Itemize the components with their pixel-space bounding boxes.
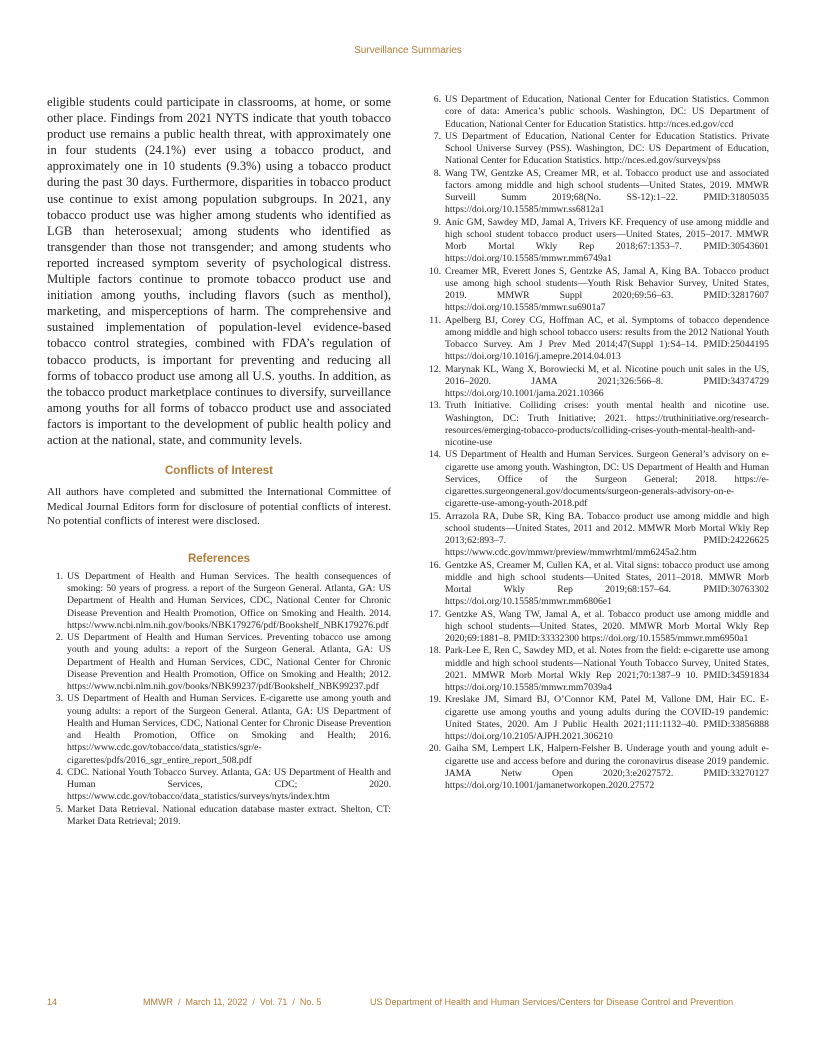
reference-number: 16. bbox=[428, 559, 441, 571]
reference-text: Gaiha SM, Lempert LK, Halpern-Felsher B. Underage youth and young adult e-cigarette use and access before and during the coronavirus disease 2019 pandemic. JAMA Netw Open 2020;3:e2027572. PMID:33270127 https://doi.org/10.1001/jamanetworkopen.2020.27572 bbox=[445, 743, 769, 791]
reference-number: 3. bbox=[55, 693, 63, 705]
reference-text: US Department of Health and Human Services. Preventing tobacco use among youth and young adults: a report of the Surgeon General. Atlanta, GA: US Department of Health and Human Services, CDC, National Center for Chronic Disease Prevention and Health Promotion, Office on Smoking and Health; 2012. https://www.ncbi.nlm.nih.gov/books/NBK99237/pdf/Bookshelf_NBK99237.pdf bbox=[67, 632, 391, 693]
reference-text: Apelberg BJ, Corey CG, Hoffman AC, et al. Symptoms of tobacco dependence among middle and high school tobacco users: results from the 2012 National Youth Tobacco Survey. Am J Prev Med 2014;47(Suppl 1):S4–14. PMID:25044195 https://doi.org/10.1016/j.amepre.2014.04.013 bbox=[445, 314, 769, 363]
reference-number: 6. bbox=[433, 94, 441, 105]
footer-page-number: 14 bbox=[47, 997, 58, 1007]
reference-list-right bbox=[423, 94, 769, 792]
reference-number: 10. bbox=[428, 265, 441, 277]
reference-text: US Department of Health and Human Services. Surgeon General’s advisory on e-cigarette use among youth. Washington, DC: US Department of Health and Human Services, Office of the Surgeon General; 2018. https://e-cigarettes.surgeongeneral.gov/documents/surgeon-generals-advisory-on-e-cigarette-use-among-youth-2018.pdf bbox=[445, 449, 769, 510]
reference-item bbox=[47, 632, 391, 693]
conflicts-heading: Conflicts of Interest bbox=[165, 465, 273, 478]
reference-number: 15. bbox=[428, 510, 441, 522]
page-footer bbox=[0, 997, 816, 1011]
reference-number: 17. bbox=[428, 608, 441, 620]
reference-text: US Department of Health and Human Services. The health consequences of smoking: 50 years of progress. a report of the Surgeon General. Atlanta, GA: US Department of Health and Human Services, CDC, National Center for Chronic Disease Prevention and Health Promotion, Office on Smoking and Health. 2014. https://www.ncbi.nlm.nih.gov/books/NBK179276/pdf/Bookshelf_NBK179276.pdf bbox=[67, 570, 391, 631]
reference-text: Creamer MR, Everett Jones S, Gentzke AS, Jamal A, King BA. Tobacco product use among high school students—Youth Risk Behavior Survey, United States, 2019. MMWR Suppl 2020;69:56–63. PMID:32817607 https://doi.org/10.15585/mmwr.su6901a7 bbox=[445, 265, 769, 314]
reference-item bbox=[423, 94, 769, 131]
reference-item bbox=[47, 767, 391, 804]
reference-number: 7. bbox=[433, 130, 441, 142]
body-paragraph: eligible students could participate in classrooms, at home, or some other place. Findings from 2021 NYTS indicate that youth tobacco product use remains a public health threat, with approximately one in four students (24.1%) ever using a tobacco product, and approximately one in 10 students (9.3%) using a tobacco product during the past 30 days. Furthermore, disparities in tobacco product use continue to exist among population subgroups. In 2021, any tobacco product use was higher among students who identified as LGB than heterosexual; among students who identified as transgender than those not transgender; and among students who reported increased symptom severity of psychological distress. Multiple factors continue to promote tobacco product use and initiation among youths, including flavors (such as menthol), marketing, and misperceptions of harm. The comprehensive and sustained implementation of population-level evidence-based tobacco control strategies, combined with FDA’s regulation of tobacco products, is important for preventing and reducing all forms of tobacco product use among all U.S. youths. In addition, as the tobacco product marketplace continues to diversify, surveillance among youths for all forms of tobacco product use and associated factors is important to the development of public health policy and action at the national, state, and community levels. bbox=[47, 95, 391, 447]
reference-text: Anic GM, Sawdey MD, Jamal A, Trivers KF. Frequency of use among middle and high school student tobacco product users—United States, 2015–2017. MMWR Morb Mortal Wkly Rep 2018;67:1353–7. PMID:30543601 https://doi.org/10.15585/mmwr.mm6749a1 bbox=[445, 216, 769, 265]
reference-text: Gentzke AS, Wang TW, Jamal A, et al. Tobacco product use among middle and high school students—United States, 2020. MMWR Morb Mortal Wkly Rep 2020;69:1881–8. PMID:33332300 https://doi.org/10.15585/mmwr.mm6950a1 bbox=[445, 608, 769, 644]
footer-agency: US Department of Health and Human Services/Centers for Disease Control and Prevention bbox=[370, 997, 734, 1007]
reference-item bbox=[423, 131, 769, 168]
reference-item bbox=[423, 266, 769, 315]
reference-item bbox=[423, 511, 769, 560]
reference-number: 4. bbox=[55, 766, 63, 778]
reference-text: Market Data Retrieval. National education database master extract. Shelton, CT: Market Data Retrieval; 2019. bbox=[67, 803, 391, 827]
reference-text: US Department of Health and Human Services. E-cigarette use among youth and young adults: a report of the Surgeon General. Atlanta, GA: US Department of Health and Human Services, CDC, National Center for Chronic Disease Prevention and Health Promotion, Office on Smoking and Health; 2016. https://www.cdc.gov/tobacco/data_statistics/sgr/e-cigarettes/pdfs/2016_sgr_entire_report_508.pdf bbox=[67, 693, 391, 766]
reference-item bbox=[423, 694, 769, 743]
reference-item bbox=[423, 743, 769, 792]
right-column bbox=[423, 94, 769, 792]
reference-item bbox=[423, 168, 769, 217]
left-column bbox=[47, 94, 391, 828]
reference-item bbox=[47, 693, 391, 767]
reference-number: 20. bbox=[428, 743, 441, 755]
reference-item bbox=[47, 804, 391, 829]
reference-text: US Department of Education, National Center for Education Statistics. Private School Universe Survey (PSS). Washington, DC: US Department of Education, National Center for Education Statistics. http://nces.ed.gov/surveys/pss bbox=[445, 130, 769, 167]
reference-number: 19. bbox=[428, 694, 441, 706]
reference-text: Wang TW, Gentzke AS, Creamer MR, et al. Tobacco product use and associated factors among middle and high school students—United States, 2019. MMWR Surveill Summ 2019;68(No. SS-12):1–22. PMID:31805035 https://doi.org/10.15585/mmwr.ss6812a1 bbox=[445, 167, 769, 216]
reference-number: 13. bbox=[428, 400, 441, 412]
reference-item bbox=[423, 609, 769, 646]
reference-text: US Department of Education, National Center for Education Statistics. Common core of data: America’s public schools. Washington, DC: US Department of Education, National Center for Education Statistics. http://nces.ed.gov/ccd bbox=[445, 94, 769, 130]
reference-number: 2. bbox=[55, 632, 63, 644]
reference-number: 8. bbox=[433, 167, 441, 179]
reference-item bbox=[423, 315, 769, 364]
reference-item bbox=[423, 400, 769, 449]
reference-text: Gentzke AS, Creamer M, Cullen KA, et al. Vital signs: tobacco product use among middle and high school students—United States, 2011–2018. MMWR Morb Mortal Wkly Rep 2019;68:157–64. PMID:30763302 https://doi.org/10.15585/mmwr.mm6806e1 bbox=[445, 559, 769, 608]
reference-item bbox=[423, 645, 769, 694]
reference-item bbox=[423, 449, 769, 510]
reference-item bbox=[423, 560, 769, 609]
reference-text: Marynak KL, Wang X, Borowiecki M, et al. Nicotine pouch unit sales in the US, 2016–2020. JAMA 2021;326:566–8. PMID:34374729 https://doi.org/10.1001/jama.2021.10366 bbox=[445, 363, 769, 399]
reference-number: 5. bbox=[55, 803, 63, 815]
reference-list-left bbox=[47, 571, 391, 828]
reference-item bbox=[423, 364, 769, 401]
reference-number: 14. bbox=[428, 449, 441, 461]
reference-text: Arrazola RA, Dube SR, King BA. Tobacco product use among middle and high school students—United States, 2011 and 2012. MMWR Morb Mortal Wkly Rep 2013;62:893–7. PMID:24226625 https://www.cdc.gov/mmwr/preview/mmwrhtml/mm6245a2.htm bbox=[445, 510, 769, 559]
reference-number: 1. bbox=[55, 570, 63, 582]
reference-text: Truth Initiative. Colliding crises: youth mental health and nicotine use. Washington, DC: Truth Initiative; 2021. https://truthinitiative.org/research-resources/emerging-tobacco-products/colliding-crises-youth-mental-health-and-nicotine-use bbox=[445, 400, 769, 448]
reference-item bbox=[47, 571, 391, 632]
reference-number: 12. bbox=[428, 363, 441, 375]
reference-number: 9. bbox=[433, 216, 441, 228]
running-head: Surveillance Summaries bbox=[354, 45, 462, 56]
reference-text: Park-Lee E, Ren C, Sawdey MD, et al. Notes from the field: e-cigarette use among middle and high school students—National Youth Tobacco Survey, United States, 2021. MMWR Morb Mortal Wkly Rep 2021;70:1387–9 10. PMID:34591834 https://doi.org/10.15585/mmwr.mm7039a4 bbox=[445, 645, 769, 693]
reference-number: 18. bbox=[428, 645, 441, 657]
reference-item bbox=[423, 217, 769, 266]
reference-number: 11. bbox=[429, 314, 441, 326]
footer-journal: MMWR / March 11, 2022 / Vol. 71 / No. 5 bbox=[143, 997, 322, 1007]
conflicts-text: All authors have completed and submitted the International Committee of Medical Journal Editors form for disclosure of potential conflicts of interest. No potential conflicts of interest were disclosed. bbox=[47, 486, 391, 528]
reference-text: Kreslake JM, Simard BJ, O’Connor KM, Patel M, Vallone DM, Hair EC. E-cigarette use among youths and young adults during the COVID-19 pandemic: United States, 2020. Am J Public Health 2021;111:1132–40. PMID:33856888 https://doi.org/10.2105/AJPH.2021.306210 bbox=[445, 694, 769, 742]
reference-text: CDC. National Youth Tobacco Survey. Atlanta, GA: US Department of Health and Human Services, CDC; 2020. https://www.cdc.gov/tobacco/data_statistics/surveys/nyts/index.htm bbox=[67, 766, 391, 803]
references-heading: References bbox=[187, 552, 250, 565]
